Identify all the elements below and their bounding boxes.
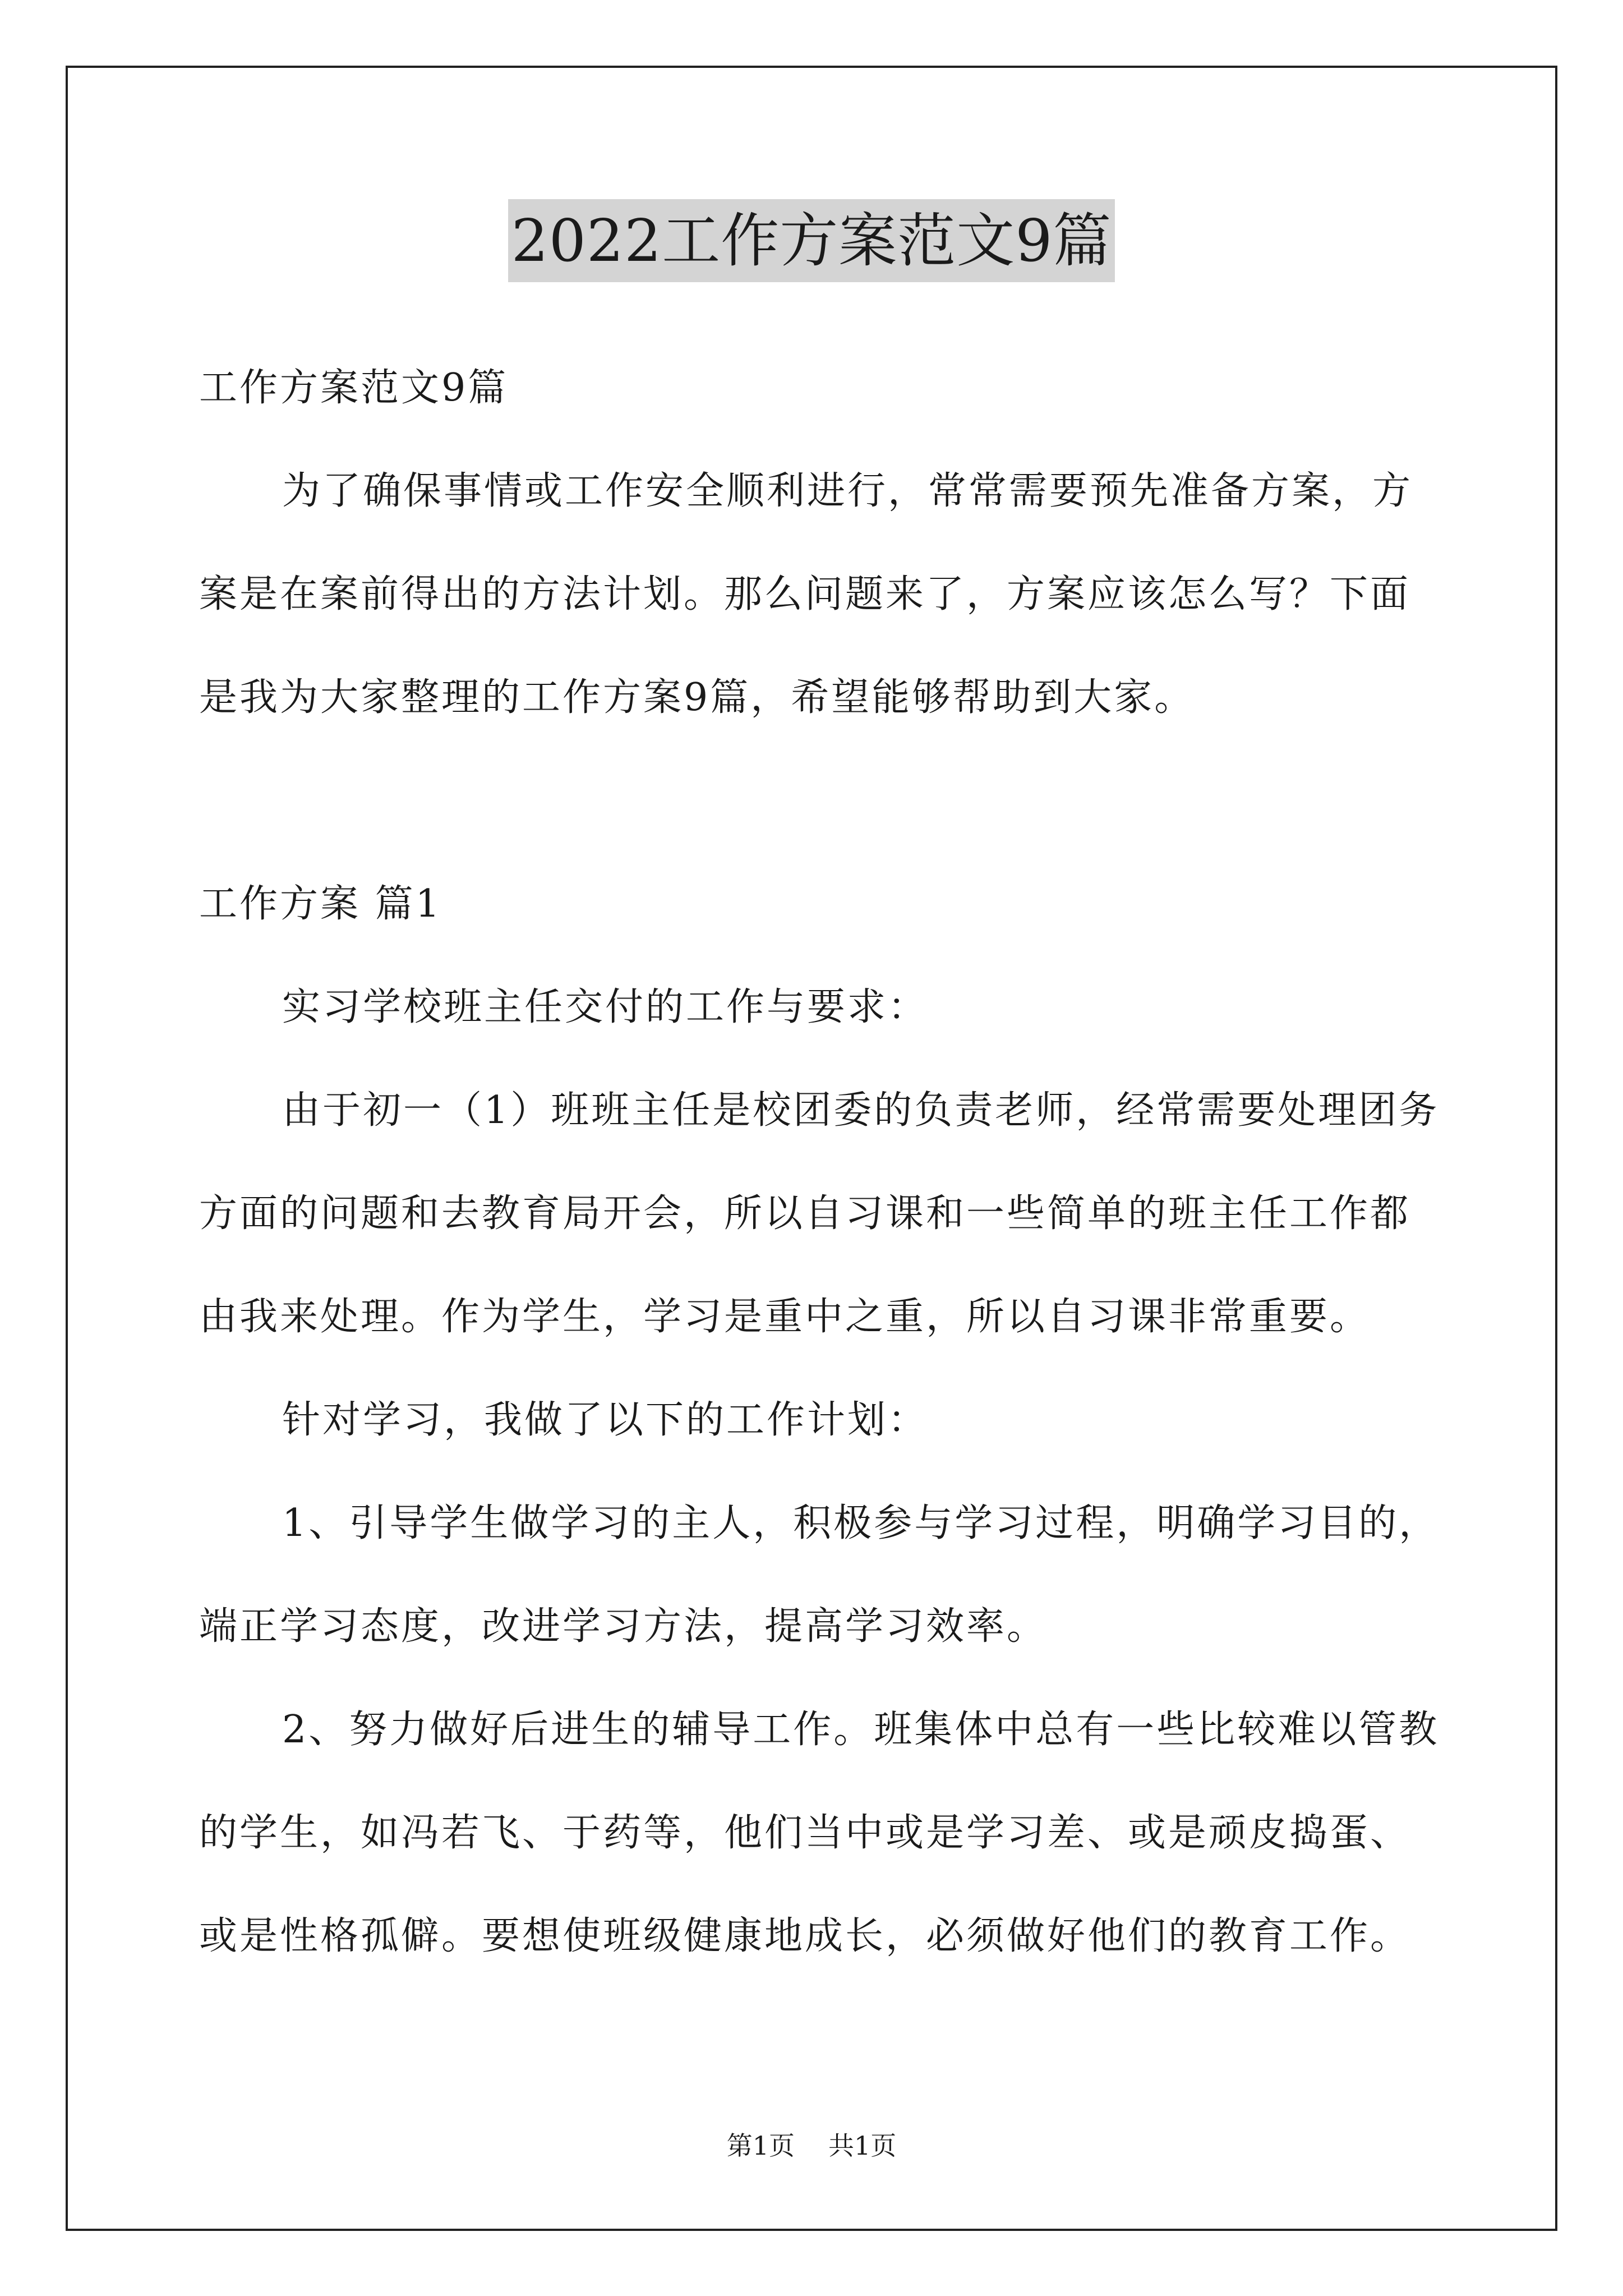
document-title: 2022工作方案范文9篇	[508, 199, 1115, 282]
paragraph-line: 端正学习态度，改进学习方法，提高学习效率。	[199, 1604, 1048, 1649]
document-subtitle: 工作方案范文9篇	[199, 366, 509, 410]
page-number: 第1页	[726, 2131, 795, 2161]
paragraph-line: 1、引导学生做学习的主人，积极参与学习过程，明确学习目的，	[282, 1501, 1440, 1545]
paragraph-line: 或是性格孤僻。要想使班级健康地成长，必须做好他们的教育工作。	[199, 1914, 1411, 1958]
paragraph-line: 针对学习，我做了以下的工作计划：	[282, 1398, 929, 1442]
intro-line: 案是在案前得出的方法计划。那么问题来了，方案应该怎么写？下面	[199, 572, 1411, 616]
document-body	[199, 337, 1440, 1988]
page-total: 共1页	[828, 2131, 897, 2161]
paragraph-line: 的学生，如冯若飞、于药等，他们当中或是学习差、或是顽皮捣蛋、	[199, 1811, 1411, 1855]
page-footer	[0, 2129, 1623, 2162]
intro-line: 是我为大家整理的工作方案9篇，希望能够帮助到大家。	[199, 675, 1195, 720]
title-container	[0, 199, 1623, 282]
paragraph-line: 实习学校班主任交付的工作与要求：	[282, 985, 929, 1029]
paragraph-line: 方面的问题和去教育局开会，所以自习课和一些简单的班主任工作都	[199, 1191, 1411, 1236]
paragraph-line: 由我来处理。作为学生，学习是重中之重，所以自习课非常重要。	[199, 1295, 1371, 1339]
paragraph-line: 由于初一（1）班班主任是校团委的负责老师，经常需要处理团务	[282, 1088, 1440, 1133]
section-heading: 工作方案 篇1	[199, 882, 442, 926]
intro-line: 为了确保事情或工作安全顺利进行，常常需要预先准备方案，方	[282, 469, 1413, 513]
section-body	[199, 956, 1440, 1988]
intro-section	[199, 440, 1433, 749]
paragraph-line: 2、努力做好后进生的辅导工作。班集体中总有一些比较难以管教	[282, 1708, 1440, 1752]
